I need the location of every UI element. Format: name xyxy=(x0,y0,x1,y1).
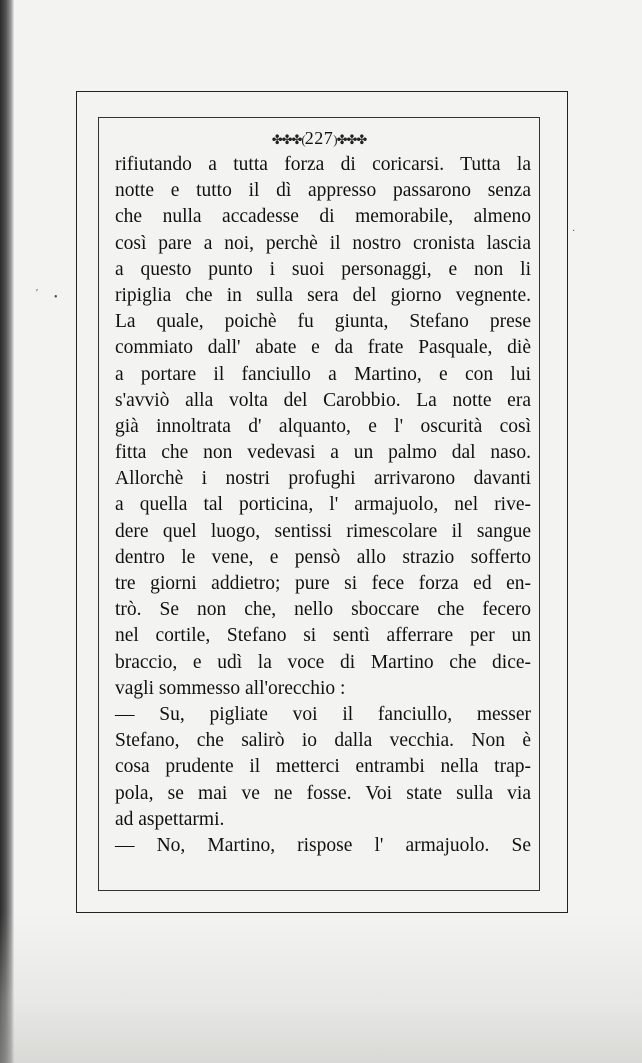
text-line: pola, se mai ve ne fosse. Voi state sulla via xyxy=(115,782,531,804)
text-line: rifiutando a tutta forza di coricarsi. Tutta la xyxy=(115,154,531,175)
text-line: a quella tal porticina, l' armajuolo, nel rive- xyxy=(115,494,531,516)
paper-speck: ʹ xyxy=(36,288,39,299)
body-text xyxy=(115,152,531,859)
text-line: nel cortile, Stefano si sentì afferrare per un xyxy=(115,625,531,647)
page-header xyxy=(98,128,540,149)
paper-shading xyxy=(0,913,642,1063)
paper-speck: • xyxy=(54,292,58,303)
text-line: già innoltrata d' alquanto, e l' oscurità così xyxy=(115,415,531,437)
text-line: Allorchè i nostri profughi arrivarono davanti xyxy=(115,468,531,490)
header-ornament-right: )✤✤✤ xyxy=(333,132,367,147)
text-line: s'avviò alla volta del Carobbio. La notte era xyxy=(115,389,531,411)
text-line: braccio, e udì la voce di Martino che dice- xyxy=(115,651,531,673)
page-number: 227 xyxy=(304,128,334,148)
text-line: commiato dall' abate e da frate Pasquale, diè xyxy=(115,337,531,359)
text-line: La quale, poichè fu giunta, Stefano prese xyxy=(115,311,531,333)
page-spine-shadow xyxy=(0,0,14,1063)
text-line: così pare a noi, perchè il nostro cronista lascia xyxy=(115,232,531,254)
text-line: notte e tutto il dì appresso passarono senza xyxy=(115,180,531,202)
text-line: dentro le vene, e pensò allo strazio sofferto xyxy=(115,546,531,568)
text-line: ad aspettarmi. xyxy=(115,808,225,830)
text-line: trò. Se non che, nello sboccare che fecero xyxy=(115,599,531,621)
text-line: cosa prudente il metterci entrambi nella trap- xyxy=(115,756,531,778)
paper-speck: · xyxy=(572,226,576,237)
text-line: — Su, pigliate voi il fanciullo, messer xyxy=(115,703,531,725)
text-line: a portare il fanciullo a Martino, e con lui xyxy=(115,363,531,385)
text-line: Stefano, che salirò io dalla vecchia. Non è xyxy=(115,730,531,752)
header-ornament-left: ✤✤✤( xyxy=(271,132,305,147)
text-line: — No, Martino, rispose l' armajuolo. Se xyxy=(115,834,531,856)
text-line: a questo punto i suoi personaggi, e non li xyxy=(115,258,531,280)
text-line: che nulla accadesse di memorabile, almeno xyxy=(115,206,531,228)
text-line: ripiglia che in sulla sera del giorno vegnente. xyxy=(115,284,531,306)
text-line: tre giorni addietro; pure si fece forza ed en- xyxy=(115,573,531,594)
text-line: dere quel luogo, sentissi rimescolare il sangue xyxy=(115,520,531,542)
text-line: vagli sommesso all'orecchio : xyxy=(115,677,346,699)
text-line: fitta che non vedevasi a un palmo dal naso. xyxy=(115,442,531,464)
